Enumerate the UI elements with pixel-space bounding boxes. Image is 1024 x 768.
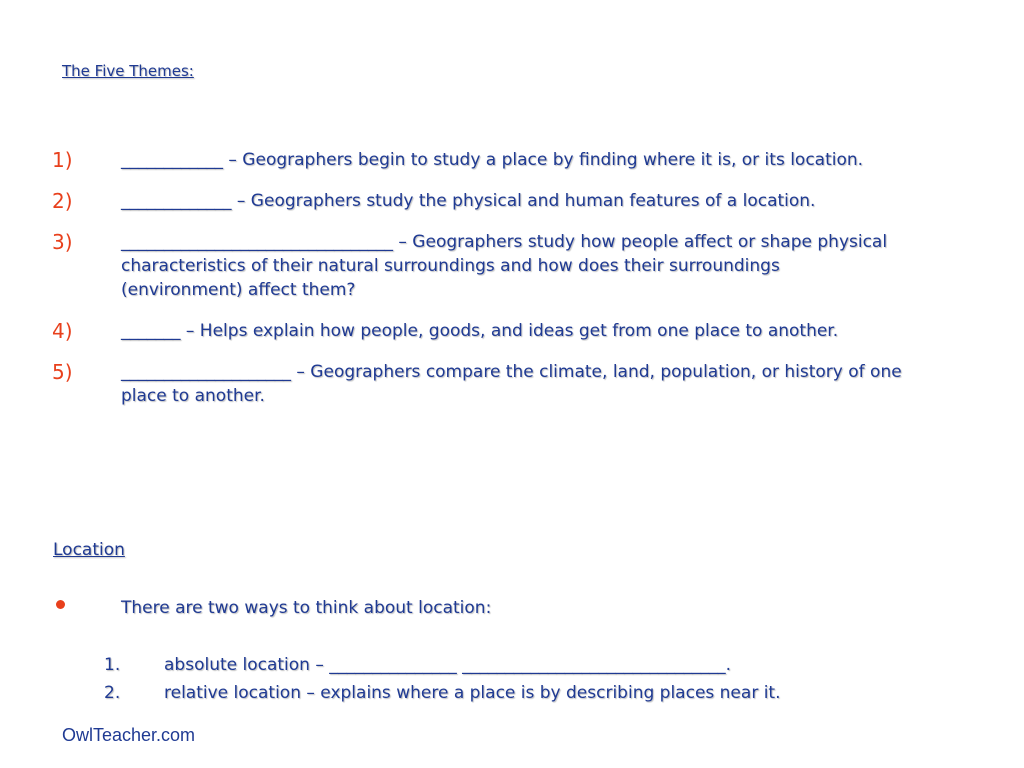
themes-list (52, 148, 952, 424)
bullet-text: There are two ways to think about location: (121, 598, 492, 618)
theme-text: _______ – Helps explain how people, goods, and ideas get from one place to another. (121, 321, 839, 341)
location-type-text: relative location – explains where a place is by describing places near it. (164, 683, 781, 703)
theme-item-5 (52, 360, 952, 408)
location-type-item-2 (104, 681, 904, 709)
theme-number: 1) (52, 148, 73, 172)
location-type-item-1 (104, 653, 904, 681)
theme-item-1 (52, 148, 952, 172)
theme-text: _____________ – Geographers study the physical and human features of a location. (121, 191, 816, 211)
location-type-number: 2. (104, 683, 121, 703)
theme-number: 2) (52, 189, 73, 213)
theme-item-3 (52, 230, 952, 302)
theme-text: ____________ – Geographers begin to study a place by finding where it is, or its location. (121, 150, 864, 170)
location-types-list (104, 653, 904, 709)
bullet-dot-icon (56, 600, 65, 609)
location-type-text: absolute location – _______________ _______________________________. (164, 655, 732, 675)
theme-text: ____________________ – Geographers compare the climate, land, population, or history of one place to another. (121, 362, 902, 406)
location-heading: Location (53, 540, 125, 560)
theme-item-4 (52, 319, 952, 343)
theme-item-2 (52, 189, 952, 213)
theme-number: 3) (52, 230, 73, 254)
footer-brand: OwlTeacher.com (62, 725, 196, 745)
theme-text: ________________________________ – Geographers study how people affect or shape physical characteristics of their natural surroundings and how does their surroundings (environment) affect them? (121, 232, 888, 300)
location-bullet (56, 596, 956, 620)
theme-number: 4) (52, 319, 73, 343)
page-title: The Five Themes: (62, 62, 194, 80)
theme-number: 5) (52, 360, 73, 384)
location-type-number: 1. (104, 655, 121, 675)
